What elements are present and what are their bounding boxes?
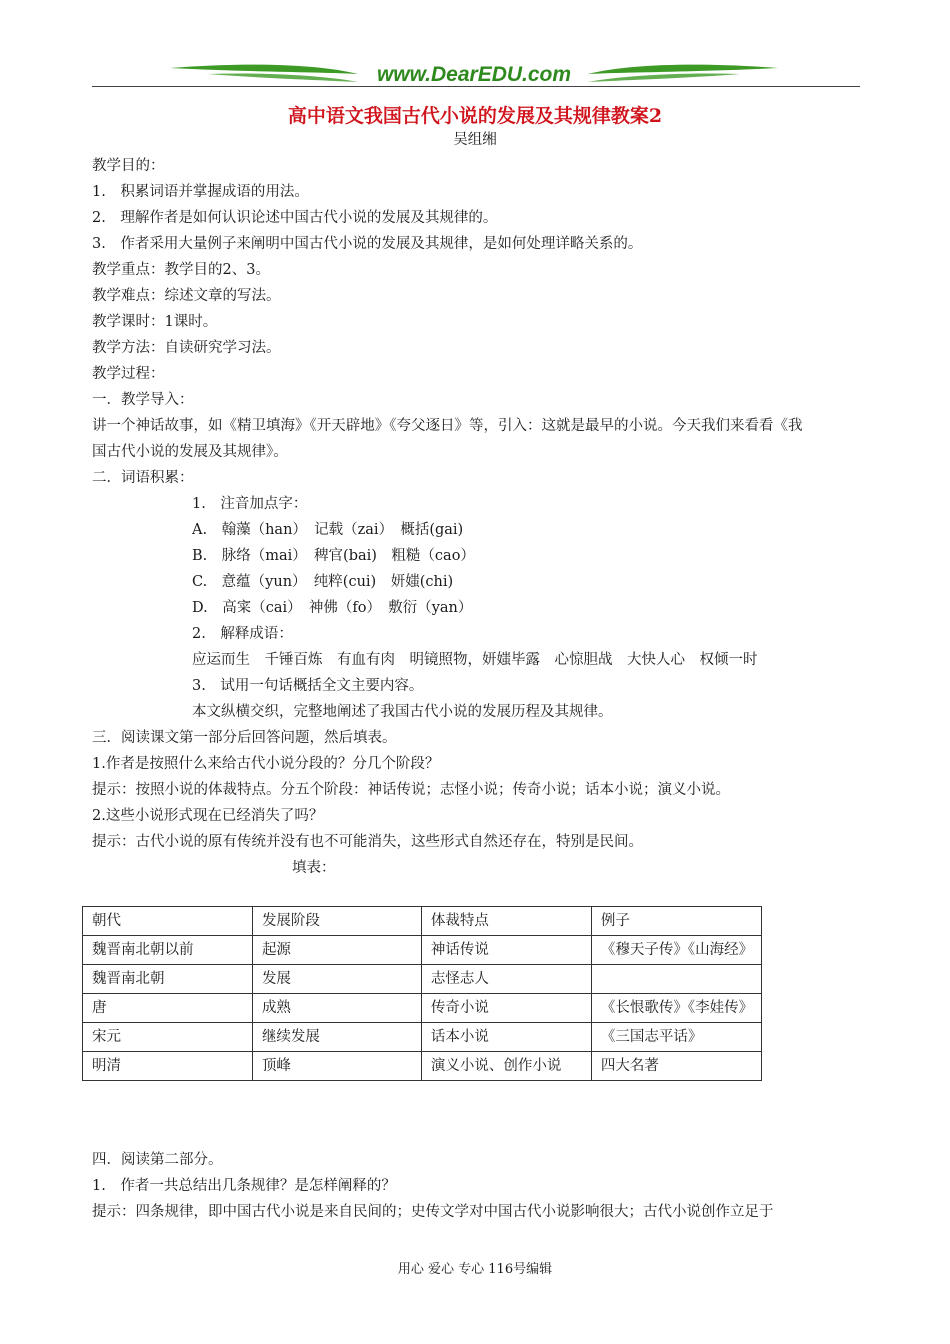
text-line: 3. 作者采用大量例子来阐明中国古代小说的发展及其规律，是如何处理详略关系的。 (92, 236, 643, 252)
table-row (83, 1052, 762, 1081)
table-cell: 《长恨歌传》《李娃传》 (591, 994, 761, 1023)
section-heading: 一．教学导入： (92, 392, 194, 408)
hint: 提示：按照小说的体裁特点。分五个阶段：神话传说；志怪小说；传奇小说；话本小说；演义小说。 (92, 782, 730, 798)
text-line: 教学方法：自读研究学习法。 (92, 340, 281, 356)
table-cell: 《穆天子传》《山海经》 (591, 936, 761, 965)
table-row (83, 936, 762, 965)
page-footer: 用心 爱心 专心 116号编辑 (397, 1262, 553, 1277)
hint: 提示：古代小说的原有传统并没有也不可能消失，这些形式自然还存在，特别是民间。 (92, 834, 643, 850)
section-heading: 教学目的： (92, 158, 165, 174)
sub-heading: 3. 试用一句话概括全文主要内容。 (192, 678, 424, 694)
header-cell: 例子 (591, 907, 761, 936)
table-cell: 四大名著 (591, 1052, 761, 1081)
header-cell: 体裁特点 (421, 907, 591, 936)
table-cell: 唐 (83, 994, 253, 1023)
table-row (83, 994, 762, 1023)
question: 1. 作者一共总结出几条规律？是怎样阐释的？ (92, 1178, 396, 1194)
header-cell: 朝代 (83, 907, 253, 936)
section-heading: 教学过程： (92, 366, 165, 382)
text-line: 教学课时：1课时。 (92, 314, 218, 330)
text-line: 1. 积累词语并掌握成语的用法。 (92, 184, 309, 200)
section-heading: 三．阅读课文第一部分后回答问题，然后填表。 (92, 730, 397, 746)
idiom-list: 应运而生 千锤百炼 有血有肉 明镜照物，妍媸毕露 心惊胆战 大快人心 权倾一时 (192, 652, 758, 668)
table-cell: 顶峰 (252, 1052, 421, 1081)
pinyin-item: D. 高寀（cai） 神佛（fo） 敷衍（yan） (192, 600, 473, 616)
table-cell: 话本小说 (421, 1023, 591, 1052)
table-header-row (83, 907, 762, 936)
author-name: 吴组缃 (453, 132, 497, 148)
text-line: 本文纵横交织，完整地阐述了我国古代小说的发展历程及其规律。 (192, 704, 613, 720)
table-caption: 填表： (292, 860, 336, 876)
table-cell: 神话传说 (421, 936, 591, 965)
table-cell: 继续发展 (252, 1023, 421, 1052)
page-title: 高中语文我国古代小说的发展及其规律教案2 (287, 105, 663, 127)
sub-heading: 2. 解释成语： (192, 626, 293, 642)
header-cell: 发展阶段 (252, 907, 421, 936)
text-line: 教学难点：综述文章的写法。 (92, 288, 281, 304)
table-row (83, 965, 762, 994)
table-row (83, 1023, 762, 1052)
table-cell: 志怪志人 (421, 965, 591, 994)
table-cell: 明清 (83, 1052, 253, 1081)
table-cell (591, 965, 761, 994)
text-line: 讲一个神话故事，如《精卫填海》《开天辟地》《夸父逐日》等，引入：这就是最早的小说。今天我们来看看《我 (92, 418, 803, 434)
table-cell: 成熟 (252, 994, 421, 1023)
table-cell: 《三国志平话》 (591, 1023, 761, 1052)
table-cell: 发展 (252, 965, 421, 994)
table-cell: 宋元 (83, 1023, 253, 1052)
question: 1.作者是按照什么来给古代小说分段的？分几个阶段？ (92, 756, 440, 772)
logo-text: www.DearEDU.com (376, 63, 572, 86)
pinyin-item: B. 脉络（mai） 稗官(bai) 粗糙（cao） (192, 548, 475, 564)
text-line: 教学重点：教学目的2、3。 (92, 262, 270, 278)
section-heading: 四．阅读第二部分。 (92, 1152, 223, 1168)
table-cell: 魏晋南北朝 (83, 965, 253, 994)
question: 2.这些小说形式现在已经消失了吗？ (92, 808, 324, 824)
table-cell: 起源 (252, 936, 421, 965)
pinyin-item: C. 意蕴（yun） 纯粹(cui) 妍媸(chi) (192, 574, 454, 590)
sub-heading: 1. 注音加点字： (192, 496, 308, 512)
text-line: 2. 理解作者是如何认识论述中国古代小说的发展及其规律的。 (92, 210, 498, 226)
hint: 提示：四条规律，即中国古代小说是来自民间的；史传文学对中国古代小说影响很大；古代小说创作立足于 (92, 1204, 774, 1220)
pinyin-item: A. 翰藻（han） 记载（zai） 概括(gai) (192, 522, 464, 538)
header-rule (92, 86, 860, 87)
section-heading: 二．词语积累： (92, 470, 194, 486)
table-cell: 魏晋南北朝以前 (83, 936, 253, 965)
table-cell: 传奇小说 (421, 994, 591, 1023)
table-cell: 演义小说、创作小说 (421, 1052, 591, 1081)
text-line: 国古代小说的发展及其规律》。 (92, 444, 288, 460)
novel-development-table (82, 906, 762, 1081)
